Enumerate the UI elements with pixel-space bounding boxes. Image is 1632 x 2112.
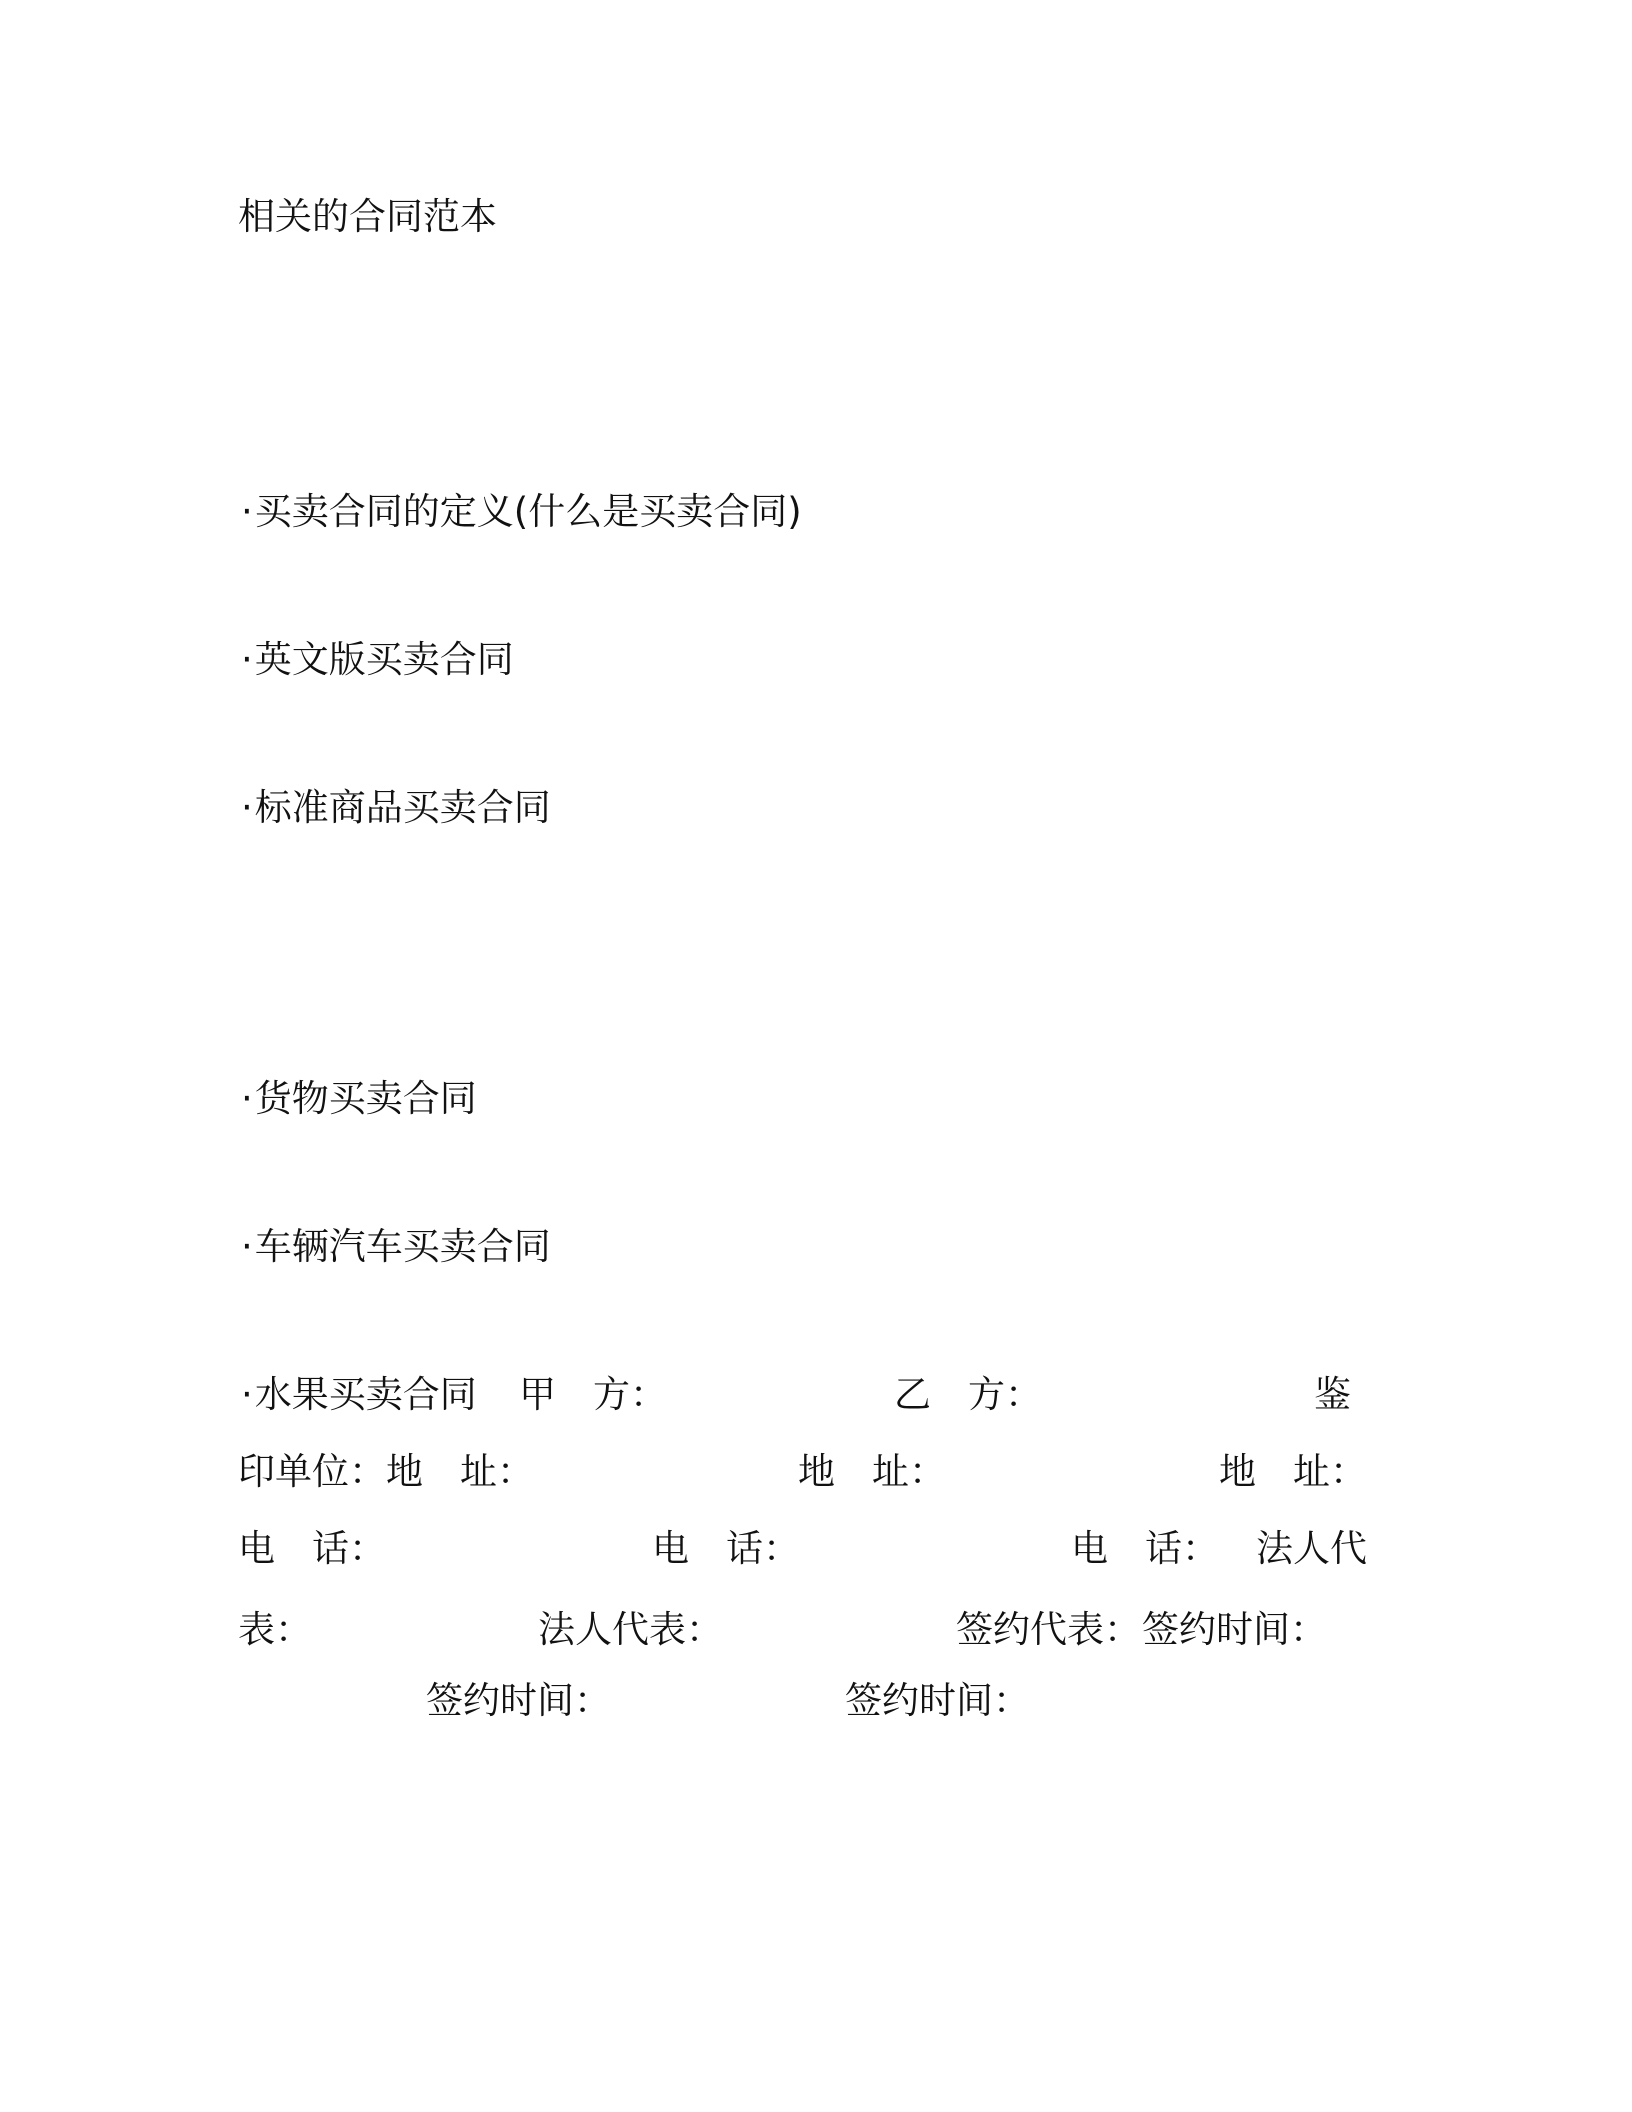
bullet-dot: · (241, 1373, 253, 1416)
link-label: 买卖合同的定义(什么是买卖合同) (254, 490, 802, 533)
legal-rep-b-label: 法人代表： (538, 1608, 723, 1651)
address-a-label: 地 址： (386, 1450, 534, 1493)
party-b-label: 乙 方： (894, 1373, 1042, 1416)
link-label: 水果买卖合同 (254, 1373, 477, 1416)
link-label: 货物买卖合同 (254, 1077, 477, 1120)
bullet-dot: · (241, 490, 253, 533)
bullet-dot: · (241, 1077, 253, 1120)
link-label: 车辆汽车买卖合同 (254, 1225, 551, 1268)
address-c-label: 地 址： (1219, 1450, 1367, 1493)
signing-rep-label: 签约代表： (956, 1608, 1141, 1651)
signing-time-b-label: 签约时间： (426, 1679, 611, 1722)
phone-c-label: 电 话： (1071, 1527, 1219, 1570)
address-b-label: 地 址： (798, 1450, 946, 1493)
related-contract-link-goods[interactable] (241, 1077, 477, 1120)
legal-rep-a-label-part2: 表： (238, 1608, 312, 1651)
legal-rep-a-label-part1: 法人代 (1256, 1527, 1367, 1570)
bullet-dot: · (241, 638, 253, 681)
phone-b-label: 电 话： (652, 1527, 800, 1570)
party-a-label: 甲 方： (519, 1373, 667, 1416)
signing-time-c-label: 签约时间： (845, 1679, 1030, 1722)
bullet-dot: · (241, 1225, 253, 1268)
related-contract-link-standard-goods[interactable] (241, 786, 551, 829)
link-label: 英文版买卖合同 (254, 638, 514, 681)
witness-unit-label-part2: 印单位： (238, 1450, 386, 1493)
related-contract-link-english[interactable] (241, 638, 514, 681)
bullet-dot: · (241, 786, 253, 829)
page-heading: 相关的合同范本 (238, 195, 497, 238)
phone-a-label: 电 话： (238, 1527, 386, 1570)
link-label: 标准商品买卖合同 (254, 786, 551, 829)
related-contract-link-definition[interactable] (241, 490, 802, 533)
related-contract-link-fruit[interactable] (241, 1373, 477, 1416)
related-contract-link-vehicle[interactable] (241, 1225, 551, 1268)
signing-time-a-label: 签约时间： (1142, 1608, 1327, 1651)
witness-unit-label-part1: 鉴 (1314, 1373, 1351, 1416)
